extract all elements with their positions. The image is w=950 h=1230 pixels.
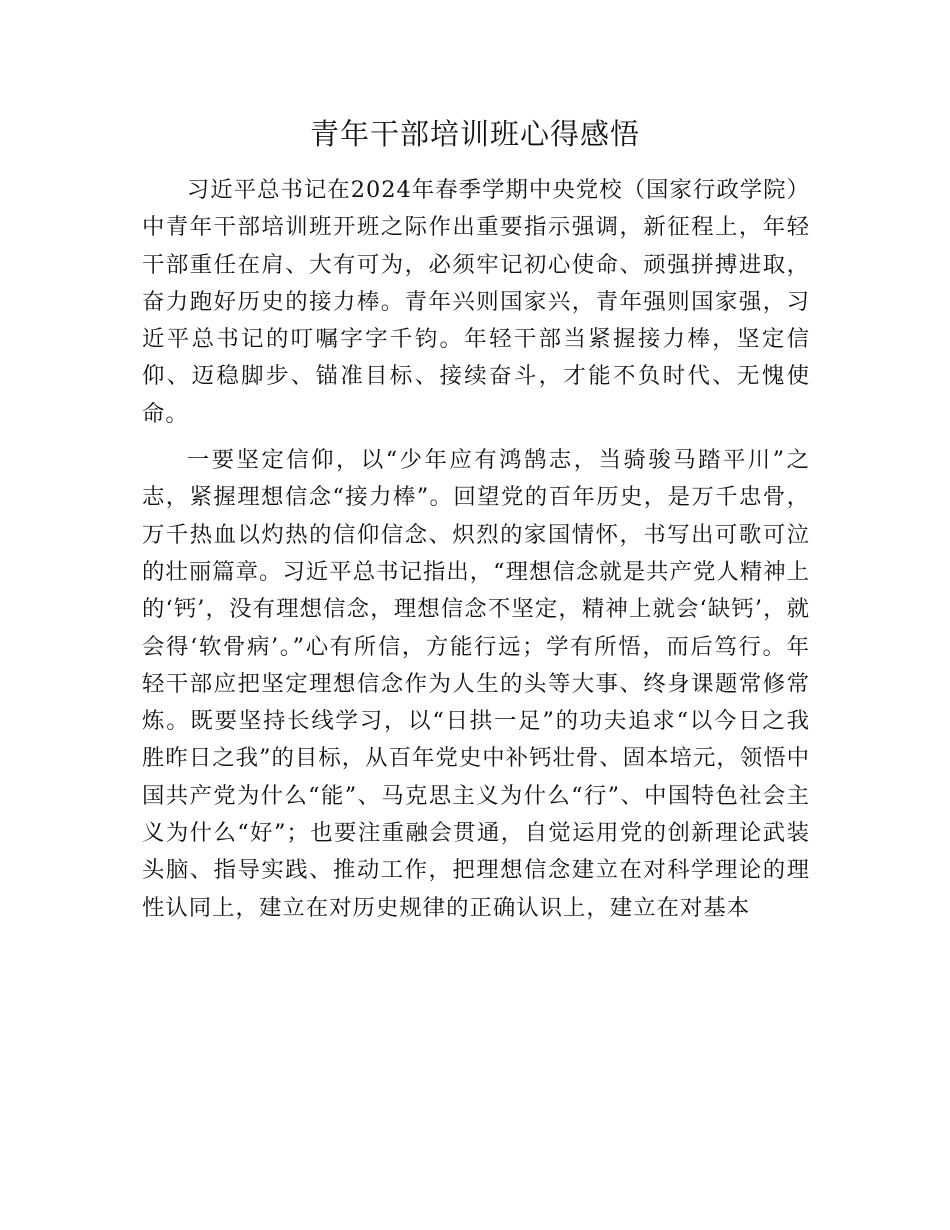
paragraph-first-point: 一要坚定信仰，以“少年应有鸿鹄志，当骑骏马踏平川”之志，紧握理想信念“接力棒”。回望党的百年历史，是万千忠骨，万千热血以灼热的信仰信念、炽烈的家国情怀，书写出可歌可泣的壮丽篇章。习近平总书记指出，“理想信念就是共产党人精神上的‘钙’，没有理想信念，理想信念不坚定，精神上就会‘缺钙’，就会得‘软骨病’。”心有所信，方能行远；学有所悟，而后笃行。年轻干部应把坚定理想信念作为人生的头等大事、终身课题常修常炼。既要坚持长线学习，以“日拱一足”的功夫追求“以今日之我胜昨日之我”的目标，从百年党史中补钙壮骨、固本培元，领悟中国共产党为什么“能”、马克思主义为什么“行”、中国特色社会主义为什么“好”；也要注重融会贯通，自觉运用党的创新理论武装头脑、指导实践、推动工作，把理想信念建立在对科学理论的理性认同上，建立在对历史规律的正确认识上，建立在对基本: [142, 447, 810, 921]
document-body: [142, 172, 810, 936]
paragraph-intro: 习近平总书记在2024年春季学期中央党校（国家行政学院）中青年干部培训班开班之际作出重要指示强调，新征程上，年轻干部重任在肩、大有可为，必须牢记初心使命、顽强拼搏进取，奋力跑好历史的接力棒。青年兴则国家兴，青年强则国家强，习近平总书记的叮嘱字字千钧。年轻干部当紧握接力棒，坚定信仰、迈稳脚步、锚准目标、接续奋斗，才能不负时代、无愧使命。: [142, 177, 810, 427]
document-title: 青年干部培训班心得感悟: [309, 117, 640, 151]
